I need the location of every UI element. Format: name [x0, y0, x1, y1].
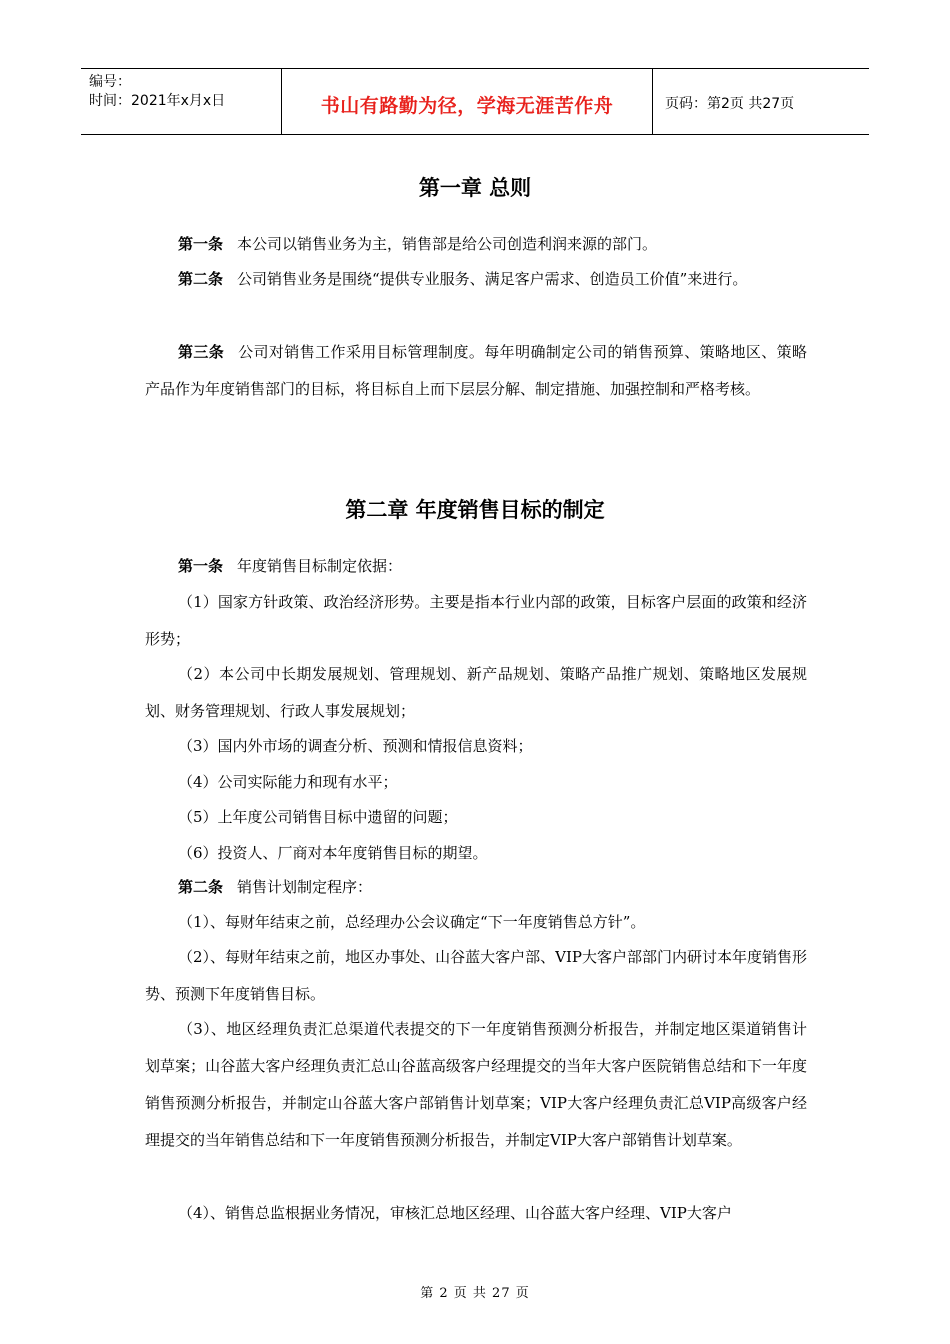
article-label: 第一条 [178, 557, 224, 575]
procedure-step-2: （2）、每财年结束之前，地区办事处、山谷蓝大客户部、VIP大客户部部门内研讨本年度销售形势、预测下年度销售目标。 [145, 948, 807, 1003]
article-label: 第二条 [178, 270, 224, 288]
chapter-2-article-1 [145, 548, 807, 585]
article-text: 公司销售业务是围绕“提供专业服务、满足客户需求、创造员工价值”来进行。 [237, 270, 748, 288]
document-number-label: 编号： [89, 74, 131, 90]
header-meta-cell [81, 69, 282, 134]
basis-item-2: （2）本公司中长期发展规划、管理规划、新产品规划、策略产品推广规划、策略地区发展规划、财务管理规划、行政人事发展规划； [145, 665, 807, 720]
chapter-1-article-1 [145, 226, 807, 263]
article-text: 本公司以销售业务为主，销售部是给公司创造利润来源的部门。 [237, 235, 658, 253]
chapter-2-article-2 [145, 869, 807, 906]
document-time-label: 时间：2021年x月x日 [89, 93, 226, 109]
document-header [81, 68, 869, 135]
article-label: 第三条 [178, 343, 225, 361]
procedure-step-1: （1）、每财年结束之前，总经理办公会议确定“下一年度销售总方针”。 [178, 913, 646, 931]
chapter-1-article-3 [145, 334, 807, 408]
chapter-1-title: 第一章 总则 [418, 176, 532, 200]
basis-item-5: （5）上年度公司销售目标中遗留的问题； [178, 808, 458, 826]
article-text: 销售计划制定程序： [237, 878, 373, 896]
basis-item-6: （6）投资人、厂商对本年度销售目标的期望。 [178, 844, 488, 862]
page-footer: 第 2 页 共 27 页 [420, 1286, 530, 1301]
article-text: 年度销售目标制定依据： [237, 557, 403, 575]
chapter-2-title: 第二章 年度销售目标的制定 [345, 498, 605, 522]
header-motto: 书山有路勤为径，学海无涯苦作舟 [320, 95, 614, 117]
article-label: 第一条 [178, 235, 224, 253]
procedure-step-3: （3）、地区经理负责汇总渠道代表提交的下一年度销售预测分析报告，并制定地区渠道销售计划草案；山谷蓝大客户经理负责汇总山谷蓝高级客户经理提交的当年大客户医院销售总结和下一年度销售预测分析报告，并制定山谷蓝大客户部销售计划草案；VIP大客户经理负责汇总VIP高级客户经理提交的当年销售总结和下一年度销售预测分析报告，并制定VIP大客户部销售计划草案。 [145, 1020, 807, 1149]
basis-item-1: （1）国家方针政策、政治经济形势。主要是指本行业内部的政策，目标客户层面的政策和经济形势； [145, 593, 807, 648]
header-page-info: 页码：第2页 共27页 [665, 96, 795, 112]
basis-item-4: （4）公司实际能力和现有水平； [178, 773, 398, 791]
header-page-cell [653, 69, 869, 134]
basis-item-3: （3）国内外市场的调查分析、预测和情报信息资料； [178, 737, 533, 755]
chapter-1-article-2 [145, 261, 807, 298]
article-label: 第二条 [178, 878, 224, 896]
procedure-step-4: （4）、销售总监根据业务情况，审核汇总地区经理、山谷蓝大客户经理、VIP大客户 [178, 1204, 732, 1222]
header-motto-cell [282, 69, 653, 134]
article-text: 公司对销售工作采用目标管理制度。每年明确制定公司的销售预算、策略地区、策略产品作为年度销售部门的目标，将目标自上而下层层分解、制定措施、加强控制和严格考核。 [145, 343, 807, 398]
